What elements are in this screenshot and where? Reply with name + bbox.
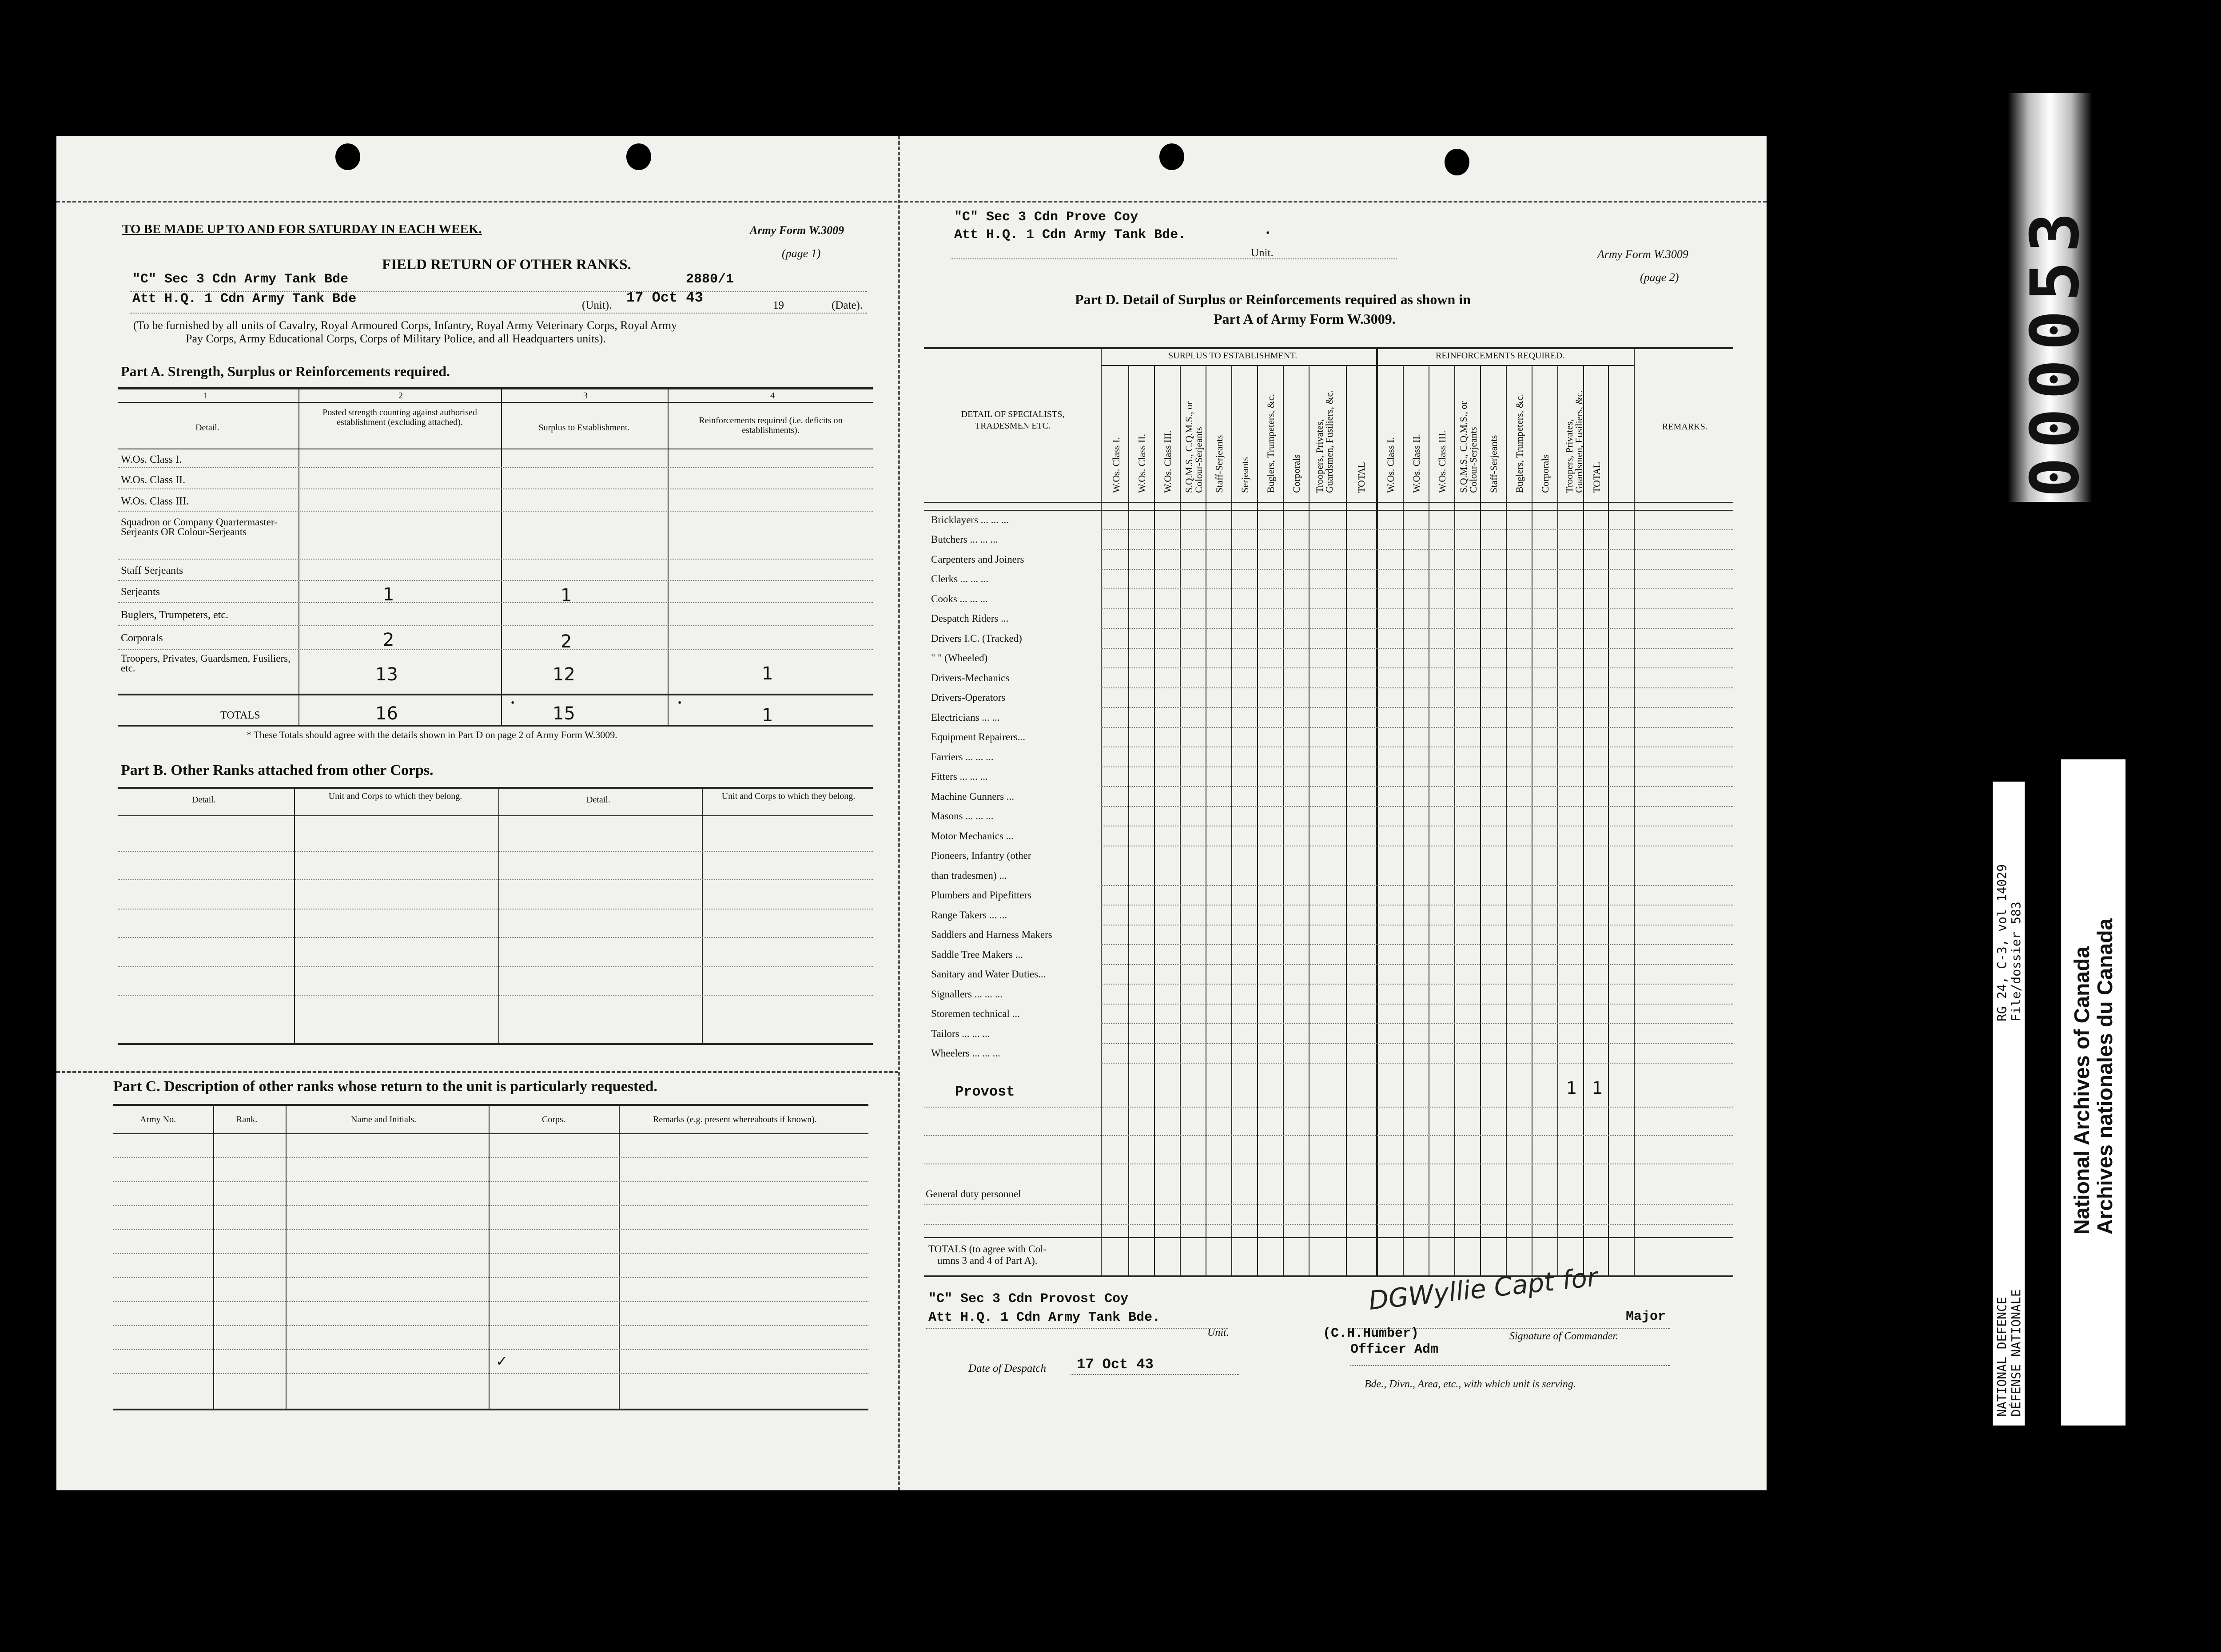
- table-col-rule: [489, 1104, 490, 1410]
- row-rule: [118, 879, 873, 880]
- trade-row: than tradesmen) ...: [931, 870, 1007, 881]
- detail-header: DETAIL OF SPECIALISTS, TRADESMEN ETC.: [961, 409, 1065, 431]
- row-rule: [113, 1325, 868, 1326]
- table-col-rule: [1309, 365, 1310, 1277]
- punch-hole: [1159, 143, 1184, 170]
- row-label: Staff Serjeants: [121, 565, 183, 576]
- row-rule: [924, 1135, 1733, 1136]
- partC-header: Remarks (e.g. present whereabouts if known).: [653, 1115, 817, 1124]
- trade-row: Equipment Repairers...: [931, 731, 1026, 743]
- row-label: Squadron or Company Quartermaster-Serjeants OR Colour-Serjeants: [121, 516, 278, 537]
- trade-row: Drivers-Operators: [931, 692, 1006, 703]
- row-rule: [118, 625, 873, 626]
- row-label: W.Os. Class II.: [121, 474, 186, 486]
- table-rule: [924, 502, 1733, 503]
- furnish-note-2: Pay Corps, Army Educational Corps, Corps of Military Police, and all Headquarters units).: [186, 332, 606, 345]
- row-label: Serjeants: [121, 586, 160, 598]
- date-underline: [130, 313, 867, 314]
- row-rule: [1101, 944, 1733, 945]
- col-header: S.Q.M.S., C.Q.M.S., or Colour-Serjeants: [1183, 401, 1204, 493]
- row-rule: [1101, 984, 1733, 985]
- trade-row: Motor Mechanics ...: [931, 830, 1014, 842]
- totals-surplus: 15: [553, 703, 575, 724]
- sign-unit-1: "C" Sec 3 Cdn Provost Coy: [928, 1291, 1129, 1307]
- row-rule: [1101, 608, 1733, 609]
- trade-row: Butchers ... ... ...: [931, 534, 998, 545]
- table-col-rule: [619, 1104, 620, 1410]
- row-rule: [1101, 569, 1733, 570]
- col-header: Staff-Serjeants: [1214, 435, 1225, 493]
- table-col-rule: [1376, 347, 1378, 1277]
- col-header: S.Q.M.S., C.Q.M.S., or Colour-Serjeants: [1458, 401, 1479, 493]
- totals-label-1: TOTALS (to agree with Col-: [928, 1243, 1047, 1255]
- trade-row: Wheelers ... ... ...: [931, 1048, 1000, 1059]
- col-header: TOTAL: [1591, 462, 1602, 493]
- col-header: W.Os. Class II.: [1136, 433, 1147, 493]
- instruction-top: TO BE MADE UP TO AND FOR SATURDAY IN EACH WEEK.: [122, 222, 482, 236]
- perforation-line: [56, 1071, 898, 1073]
- archive-ref-line-2: File/dossier 583: [2009, 901, 2023, 1021]
- table-rule: [113, 1409, 868, 1410]
- row-rule: [113, 1277, 868, 1278]
- trade-row: Fitters ... ... ...: [931, 771, 988, 782]
- unit-line-2: Att H.Q. 1 Cdn Army Tank Bde: [132, 291, 357, 306]
- partA-footnote: * These Totals should agree with the details shown in Part D on page 2 of Army Form W.3009.: [247, 729, 617, 740]
- general-duty-label: General duty personnel: [926, 1188, 1021, 1199]
- surplus-corporals: 2: [561, 631, 572, 652]
- row-rule: [118, 488, 873, 489]
- row-rule: [118, 467, 873, 468]
- remarks-header: REMARKS.: [1662, 422, 1708, 432]
- trade-row: " " (Wheeled): [931, 652, 988, 663]
- sign-unit-caption: Unit.: [1207, 1327, 1229, 1338]
- table-rule: [113, 1133, 868, 1134]
- row-rule: [1101, 628, 1733, 629]
- provost-reinf-total: 1: [1592, 1078, 1603, 1098]
- row-rule: [1101, 1063, 1733, 1064]
- p2-unit-line-1: "C" Sec 3 Cdn Prove Coy: [954, 210, 1138, 225]
- row-rule: [113, 1205, 868, 1206]
- table-col-rule: [294, 787, 295, 1044]
- partB-title: Part B. Other Ranks attached from other Corps.: [121, 762, 434, 778]
- col-header: W.Os. Class I.: [1110, 437, 1122, 493]
- unit-underline: [951, 258, 1397, 259]
- punch-hole: [626, 143, 651, 170]
- totals-rule: [118, 694, 873, 695]
- row-rule: [118, 511, 873, 512]
- row-rule: [118, 559, 873, 560]
- row-label: Troopers, Privates, Guardsmen, Fusiliers, etc.: [121, 653, 291, 674]
- unit-caption: (Unit).: [582, 299, 612, 311]
- col-header: W.Os. Class II.: [1411, 433, 1422, 493]
- trade-row: Drivers-Mechanics: [931, 672, 1010, 683]
- row-rule: [118, 995, 873, 996]
- totals-label: TOTALS: [220, 710, 260, 721]
- colnum-1: 1: [203, 391, 208, 401]
- col-header: Buglers, Trumpeters, &c.: [1265, 393, 1276, 493]
- p2-unit-line-2: Att H.Q. 1 Cdn Army Tank Bde.: [954, 227, 1186, 242]
- table-col-rule: [498, 787, 499, 1044]
- row-rule: [118, 937, 873, 938]
- partC-header: Name and Initials.: [351, 1115, 417, 1124]
- col-header: Staff-Serjeants: [1488, 435, 1499, 493]
- table-rule: [924, 510, 1733, 511]
- surplus-header: SURPLUS TO ESTABLISHMENT.: [1168, 351, 1298, 361]
- partB-header: Detail.: [192, 795, 216, 805]
- date-value: 17 Oct 43: [626, 290, 703, 306]
- punch-hole: [335, 143, 360, 170]
- col-header: W.Os. Class I.: [1385, 437, 1396, 493]
- row-rule: [1101, 964, 1733, 965]
- header-detail: Detail.: [195, 423, 219, 433]
- row-rule: [924, 1107, 1733, 1108]
- row-rule: [1101, 1004, 1733, 1005]
- table-col-rule: [1283, 365, 1284, 1277]
- trade-row: Storemen technical ...: [931, 1008, 1020, 1019]
- unit-underline: [926, 1328, 1228, 1329]
- trade-row: Sanitary and Water Duties...: [931, 969, 1046, 980]
- col-header: Serjeants: [1239, 457, 1250, 493]
- p2-unit-mark: •: [1266, 227, 1270, 239]
- table-rule: [118, 387, 873, 389]
- form-title: FIELD RETURN OF OTHER RANKS.: [382, 257, 631, 273]
- page-fold: [898, 136, 900, 1490]
- table-col-rule: [1608, 365, 1609, 1277]
- table-col-rule: [1346, 365, 1347, 1277]
- partA-title: Part A. Strength, Surplus or Reinforcements required.: [121, 363, 450, 379]
- table-col-rule: [668, 387, 669, 726]
- trade-row: Cooks ... ... ...: [931, 593, 988, 604]
- trade-row: Saddle Tree Makers ...: [931, 949, 1023, 960]
- header-reinf: Reinforcements required (i.e. deficits on establishments).: [699, 416, 843, 435]
- row-rule: [1101, 648, 1733, 649]
- row-rule: [1101, 588, 1733, 589]
- trade-row: Range Takers ... ...: [931, 909, 1007, 921]
- trade-row: Farriers ... ... ...: [931, 751, 994, 762]
- row-rule: [924, 1224, 1733, 1225]
- partB-header: Unit and Corps to which they belong.: [328, 791, 462, 801]
- table-col-rule: [1454, 365, 1455, 1277]
- row-rule: [113, 1253, 868, 1254]
- table-rule: [118, 402, 873, 403]
- trade-row: Tailors ... ... ...: [931, 1028, 990, 1039]
- col-header: Corporals: [1540, 454, 1551, 493]
- partC-checkmark: ✓: [496, 1353, 508, 1370]
- table-col-rule: [1557, 365, 1558, 1277]
- archives-name-fr: Archives nationales du Canada: [2094, 918, 2117, 1235]
- table-col-rule: [501, 387, 502, 726]
- col-header: Troopers, Privates, Guardsmen, Fusiliers, &c.: [1564, 390, 1584, 493]
- commander-signature: DGWyllie Capt for: [1367, 1262, 1599, 1316]
- department-line-2: DÉFENSE NATIONALE: [2009, 1289, 2023, 1417]
- partB-header: Detail.: [586, 795, 610, 805]
- form-ref: Army Form W.3009: [750, 224, 844, 237]
- trade-row: Plumbers and Pipefitters: [931, 890, 1032, 901]
- despatch-underline: [1071, 1374, 1239, 1375]
- table-rule: [118, 815, 873, 816]
- row-label: Buglers, Trumpeters, etc.: [121, 609, 228, 621]
- sign-officer: Officer Adm: [1350, 1342, 1439, 1357]
- trade-row: Machine Gunners ...: [931, 791, 1015, 802]
- trade-row: Despatch Riders ...: [931, 613, 1009, 624]
- sign-name: (C.H.Humber): [1323, 1326, 1419, 1341]
- partC-title: Part C. Description of other ranks whose return to the unit is particularly requested.: [113, 1078, 657, 1095]
- row-rule: [1101, 727, 1733, 728]
- row-rule: [1101, 529, 1733, 530]
- row-rule: [1101, 687, 1733, 688]
- table-rule: [924, 347, 1733, 349]
- table-rule: [113, 1104, 868, 1106]
- row-rule: [1101, 549, 1733, 550]
- despatch-label: Date of Despatch: [968, 1362, 1046, 1374]
- trade-row: Bricklayers ... ... ...: [931, 514, 1009, 525]
- sign-caption: Signature of Commander.: [1509, 1330, 1619, 1342]
- partC-header: Army No.: [140, 1115, 176, 1124]
- table-col-rule: [702, 787, 703, 1044]
- row-rule: [118, 649, 873, 650]
- serving-underline: [1350, 1365, 1670, 1366]
- table-col-rule: [1634, 347, 1635, 1277]
- row-rule: [113, 1181, 868, 1182]
- table-rule: [1102, 365, 1635, 366]
- row-rule: [1101, 806, 1733, 807]
- table-col-rule: [1231, 365, 1232, 1277]
- posted-serjeants: 1: [383, 584, 394, 605]
- row-rule: [113, 1157, 868, 1158]
- totals-mark: •: [511, 697, 515, 709]
- partC-header: Corps.: [542, 1115, 565, 1124]
- table-col-rule: [1154, 365, 1155, 1277]
- table-col-rule: [1257, 365, 1258, 1277]
- trade-row: Pioneers, Infantry (other: [931, 850, 1031, 861]
- col-header: W.Os. Class III.: [1162, 430, 1173, 493]
- table-rule: [924, 1237, 1733, 1238]
- colnum-3: 3: [583, 391, 588, 401]
- colnum-2: 2: [398, 391, 403, 401]
- row-rule: [924, 1204, 1733, 1205]
- header-surplus: Surplus to Establishment.: [538, 423, 630, 433]
- p2-page-label: (page 2): [1640, 271, 1679, 284]
- perforation-line: [56, 201, 1767, 203]
- date-caption: (Date).: [832, 299, 863, 311]
- posted-troopers: 13: [375, 664, 398, 685]
- row-rule: [118, 966, 873, 967]
- totals-mark: •: [678, 697, 682, 709]
- sign-rank: Major: [1626, 1309, 1666, 1324]
- col-header: Troopers, Privates, Guardsmen, Fusiliers, &c.: [1314, 390, 1335, 493]
- table-col-rule: [1506, 365, 1507, 1277]
- row-label: W.Os. Class I.: [121, 454, 182, 465]
- table-col-rule: [1583, 365, 1584, 1277]
- archive-ref-line-1: RG 24, C-3, vol 14029: [1994, 864, 2009, 1021]
- row-rule: [1101, 885, 1733, 886]
- table-rule: [118, 725, 873, 727]
- row-rule: [1101, 1023, 1733, 1024]
- trade-row: Signallers ... ... ...: [931, 989, 1003, 1000]
- row-rule: [113, 1349, 868, 1350]
- col-header: TOTAL: [1356, 462, 1367, 493]
- row-rule: [113, 1229, 868, 1230]
- p2-form-ref: Army Form W.3009: [1597, 248, 1688, 261]
- department-line-1: NATIONAL DEFENCE: [1994, 1297, 2009, 1417]
- page-label: (page 1): [782, 247, 821, 260]
- row-rule: [113, 1301, 868, 1302]
- row-rule: [1101, 766, 1733, 767]
- partD-title-2: Part A of Army Form W.3009.: [1214, 311, 1396, 327]
- row-label: W.Os. Class III.: [121, 496, 189, 507]
- posted-corporals: 2: [383, 630, 394, 650]
- totals-reinf: 1: [762, 705, 773, 726]
- table-col-rule: [1403, 365, 1404, 1277]
- table-rule: [118, 1043, 873, 1045]
- row-label: Corporals: [121, 632, 163, 644]
- partB-header: Unit and Corps to which they belong.: [721, 791, 856, 801]
- date-year-prefix: 19: [773, 299, 784, 311]
- row-rule: [113, 1373, 868, 1374]
- table-rule: [118, 787, 873, 789]
- provost-reinf-troopers: 1: [1566, 1078, 1577, 1098]
- trade-row: Clerks ... ... ...: [931, 573, 989, 584]
- serving-caption: Bde., Divn., Area, etc., with which unit is serving.: [1365, 1378, 1576, 1390]
- despatch-value: 17 Oct 43: [1077, 1356, 1154, 1373]
- partC-header: Rank.: [236, 1115, 258, 1124]
- table-col-rule: [1128, 365, 1129, 1277]
- archives-name-en: National Archives of Canada: [2070, 946, 2094, 1235]
- trade-row: Masons ... ... ...: [931, 810, 994, 822]
- col-header: W.Os. Class III.: [1437, 430, 1448, 493]
- col-header: Corporals: [1291, 454, 1302, 493]
- header-posted: Posted strength counting against authorised establishment (excluding attached).: [322, 408, 477, 427]
- p2-unit-caption: Unit.: [1251, 247, 1274, 259]
- col-header: Buglers, Trumpeters, &c.: [1514, 393, 1525, 493]
- surplus-serjeants: 1: [561, 585, 572, 606]
- table-col-rule: [1101, 347, 1102, 1277]
- table-col-rule: [1480, 365, 1481, 1277]
- reinf-header: REINFORCEMENTS REQUIRED.: [1436, 351, 1565, 361]
- row-rule: [118, 851, 873, 852]
- furnish-note-1: (To be furnished by all units of Cavalry, Royal Armoured Corps, Infantry, Royal Army Veterinary Corps, Royal Army: [133, 319, 677, 332]
- row-rule: [1101, 786, 1733, 787]
- frame-number: 000053: [2017, 203, 2094, 497]
- colnum-4: 4: [770, 391, 775, 401]
- table-col-rule: [213, 1104, 214, 1410]
- trade-row: Saddlers and Harness Makers: [931, 929, 1052, 940]
- partD-title-1: Part D. Detail of Surplus or Reinforcements required as shown in: [1075, 291, 1471, 307]
- trade-row: Drivers I.C. (Tracked): [931, 633, 1022, 644]
- row-rule: [118, 602, 873, 603]
- row-rule: [118, 580, 873, 581]
- trade-row: Electricians ... ...: [931, 712, 1000, 723]
- totals-label-2: umns 3 and 4 of Part A).: [937, 1255, 1038, 1266]
- unit-line-1: "C" Sec 3 Cdn Army Tank Bde: [132, 272, 349, 287]
- row-rule: [1101, 707, 1733, 708]
- row-rule: [1101, 1043, 1733, 1044]
- trade-row: Carpenters and Joiners: [931, 554, 1024, 565]
- provost-label: Provost: [955, 1084, 1015, 1100]
- reinf-troopers: 1: [762, 663, 773, 684]
- table-col-rule: [1180, 365, 1181, 1277]
- totals-posted: 16: [375, 703, 398, 724]
- table-col-rule: [286, 1104, 287, 1410]
- unit-code: 2880/1: [686, 272, 734, 287]
- sign-unit-2: Att H.Q. 1 Cdn Army Tank Bde.: [928, 1310, 1161, 1325]
- surplus-troopers: 12: [553, 664, 575, 685]
- row-rule: [1101, 667, 1733, 668]
- table-rule: [924, 1275, 1733, 1277]
- punch-hole: [1445, 149, 1469, 175]
